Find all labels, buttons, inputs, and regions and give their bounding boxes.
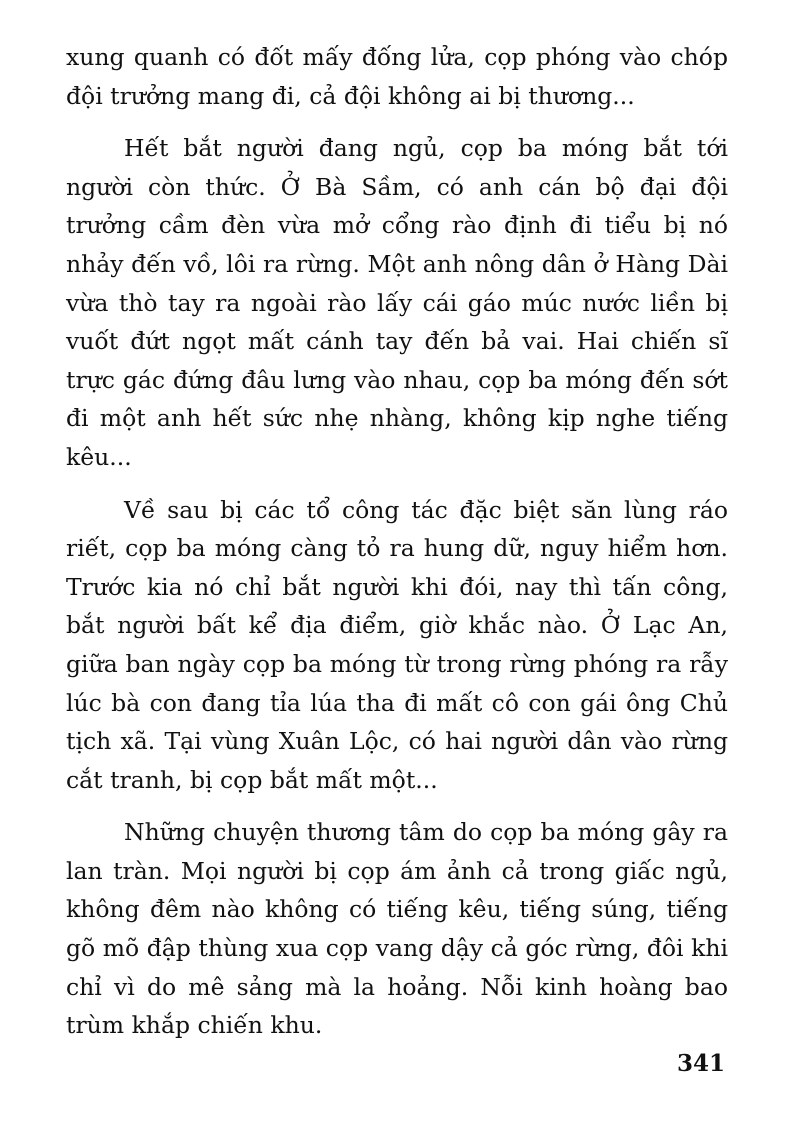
page-number: 341 [676, 1050, 725, 1077]
paragraph: Về sau bị các tổ công tác đặc biệt săn lùng ráo riết, cọp ba móng càng tỏ ra hung dữ, nguy hiểm hơn. Trước kia nó chỉ bắt người khi đói, nay thì tấn công, bắt người bất kể địa điểm, giờ khắc nào. Ở Lạc An, giữa ban ngày cọp ba móng từ trong rừng phóng ra rẫy lúc bà con đang tỉa lúa tha đi mất cô con gái ông Chủ tịch xã. Tại vùng Xuân Lộc, có hai người dân vào rừng cắt tranh, bị cọp bắt mất một... [66, 495, 728, 794]
paragraph: Hết bắt người đang ngủ, cọp ba móng bắt tới người còn thức. Ở Bà Sầm, có anh cán bộ đại đội trưởng cầm đèn vừa mở cổng rào định đi tiểu bị nó nhảy đến vồ, lôi ra rừng. Một anh nông dân ở Hàng Dài vừa thò tay ra ngoài rào lấy cái gáo múc nước liền bị vuốt đứt ngọt mất cánh tay đến bả vai. Hai chiến sĩ trực gác đứng đâu lưng vào nhau, cọp ba móng đến sớt đi một anh hết sức nhẹ nhàng, không kịp nghe tiếng kêu... [66, 134, 728, 471]
paragraph-continuation: xung quanh có đốt mấy đống lửa, cọp phóng vào chóp đội trưởng mang đi, cả đội không ai bị thương... [66, 43, 728, 110]
paragraph: Những chuyện thương tâm do cọp ba móng gây ra lan tràn. Mọi người bị cọp ám ảnh cả trong giấc ngủ, không đêm nào không có tiếng kêu, tiếng súng, tiếng gõ mõ đập thùng xua cọp vang dậy cả góc rừng, đôi khi chỉ vì do mê sảng mà la hoảng. Nỗi kinh hoàng bao trùm khắp chiến khu. [66, 818, 728, 1040]
body-text [66, 38, 728, 1059]
